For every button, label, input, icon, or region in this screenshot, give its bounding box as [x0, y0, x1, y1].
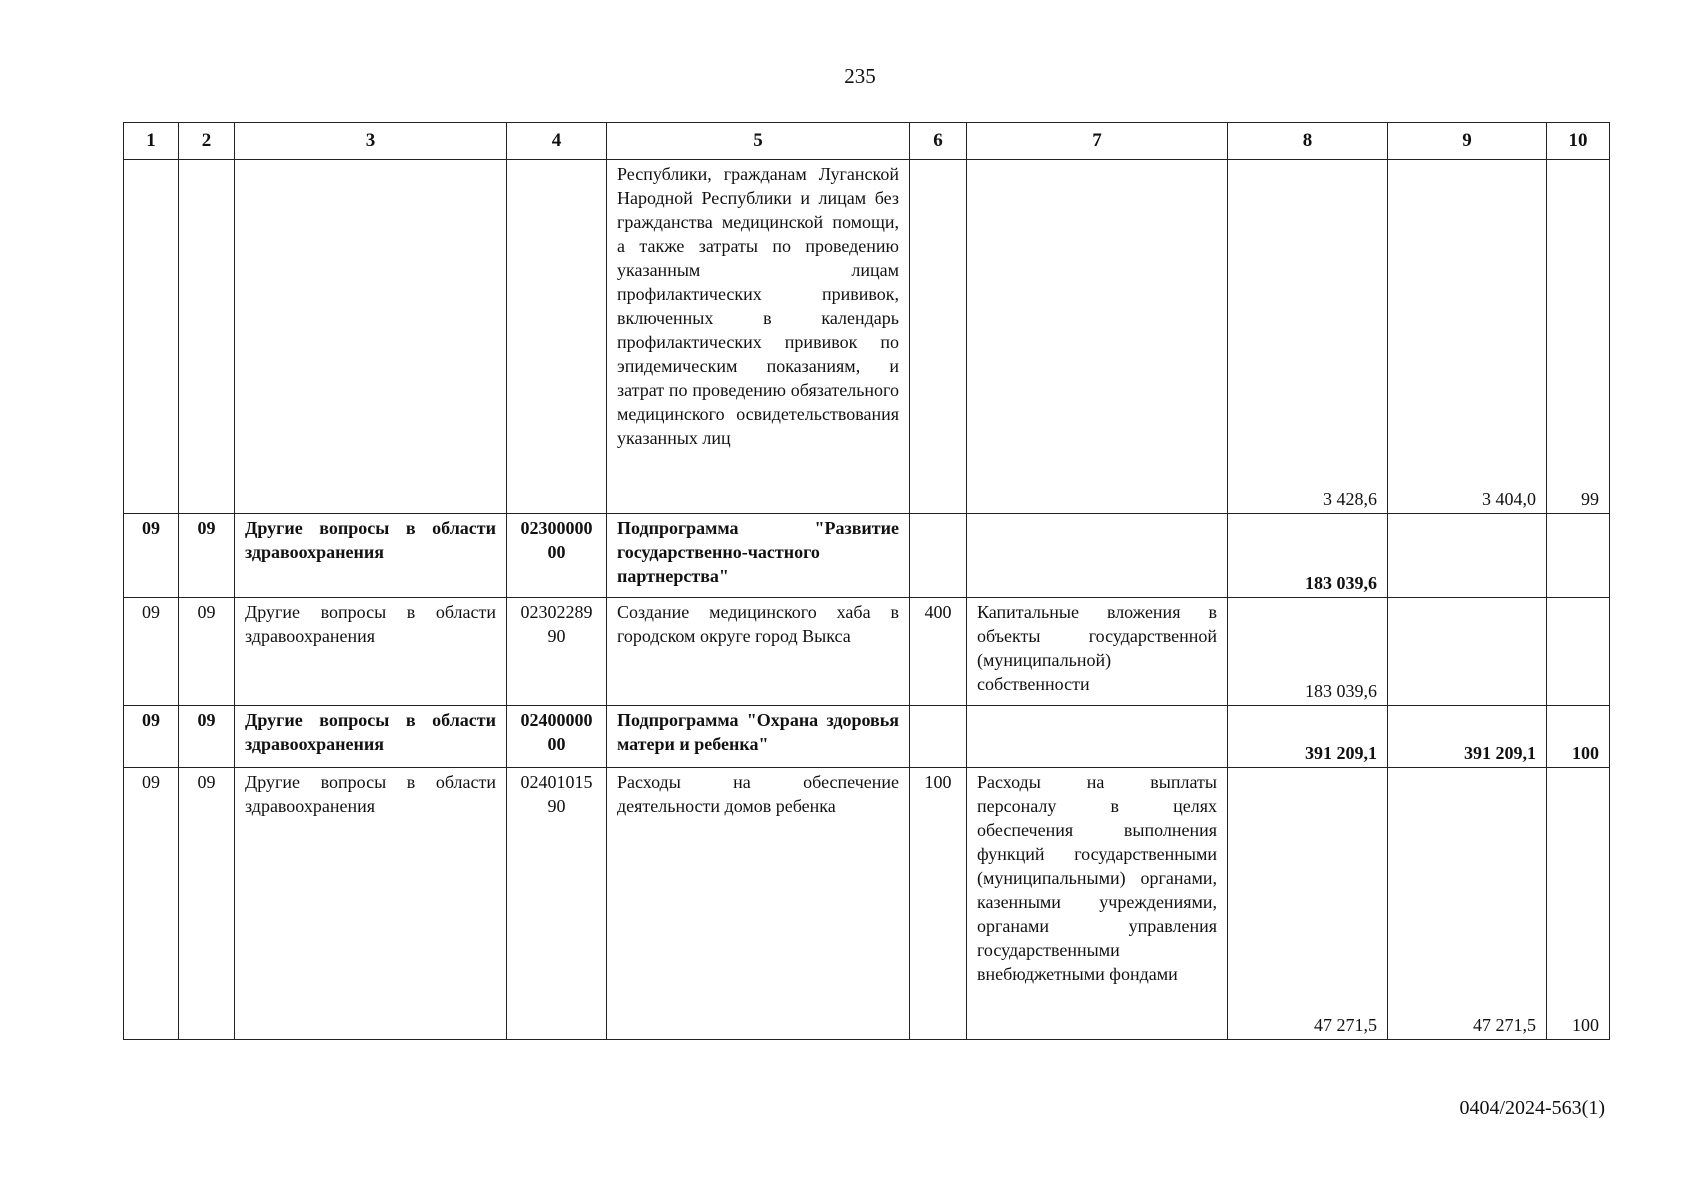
cell-expense-type: 100 [910, 768, 967, 1040]
cell-expense-type [910, 706, 967, 768]
cell-subsection [179, 160, 235, 514]
cell-target-code: 0240101590 [507, 768, 607, 1040]
column-header: 6 [910, 123, 967, 160]
cell-expense-name [967, 160, 1228, 514]
table-header-row [124, 123, 1610, 160]
cell-target-code: 0230228990 [507, 598, 607, 706]
column-header: 1 [124, 123, 179, 160]
column-header: 9 [1388, 123, 1547, 160]
cell-executed [1388, 598, 1547, 706]
cell-executed: 3 404,0 [1388, 160, 1547, 514]
cell-description: Республики, гражданам Луганской Народной Республики и лицам без гражданства медицинской помощи, а также затраты по проведению указанным лицам профилактических прививок, включенных в календарь профилактических прививок по эпидемическим показаниям, и затрат по проведению обязательного медицинского освидетельствования указанных лиц [607, 160, 910, 514]
cell-subsection: 09 [179, 514, 235, 598]
cell-expense-type [910, 160, 967, 514]
cell-expense-name [967, 706, 1228, 768]
cell-executed: 391 209,1 [1388, 706, 1547, 768]
table-row [124, 706, 1610, 768]
cell-target-code [507, 160, 607, 514]
cell-section: 09 [124, 706, 179, 768]
cell-section [124, 160, 179, 514]
table-row [124, 514, 1610, 598]
cell-section: 09 [124, 768, 179, 1040]
column-header: 8 [1228, 123, 1388, 160]
cell-description: Расходы на обеспечение деятельности домов ребенка [607, 768, 910, 1040]
column-header: 10 [1547, 123, 1610, 160]
cell-planned: 391 209,1 [1228, 706, 1388, 768]
cell-percent: 100 [1547, 768, 1610, 1040]
cell-subsection: 09 [179, 768, 235, 1040]
cell-section-name [235, 160, 507, 514]
cell-section-name: Другие вопросы в области здравоохранения [235, 768, 507, 1040]
table-row [124, 768, 1610, 1040]
cell-section-name: Другие вопросы в области здравоохранения [235, 514, 507, 598]
cell-description: Подпрограмма "Развитие государственно-частного партнерства" [607, 514, 910, 598]
cell-expense-type: 400 [910, 598, 967, 706]
column-header: 4 [507, 123, 607, 160]
cell-expense-name: Расходы на выплаты персоналу в целях обеспечения выполнения функций государственными (муниципальными) органами, казенными учреждениями, органами управления государственными внебюджетными фондами [967, 768, 1228, 1040]
cell-target-code: 0240000000 [507, 706, 607, 768]
document-reference: 0404/2024-563(1) [1459, 1097, 1605, 1119]
cell-percent [1547, 514, 1610, 598]
cell-section-name: Другие вопросы в области здравоохранения [235, 598, 507, 706]
cell-expense-name: Капитальные вложения в объекты государственной (муниципальной) собственности [967, 598, 1228, 706]
column-header: 3 [235, 123, 507, 160]
cell-planned: 183 039,6 [1228, 514, 1388, 598]
budget-table [123, 122, 1610, 1040]
page-number: 235 [844, 64, 876, 88]
cell-planned: 47 271,5 [1228, 768, 1388, 1040]
cell-planned: 3 428,6 [1228, 160, 1388, 514]
cell-percent: 99 [1547, 160, 1610, 514]
cell-section-name: Другие вопросы в области здравоохранения [235, 706, 507, 768]
cell-executed: 47 271,5 [1388, 768, 1547, 1040]
cell-executed [1388, 514, 1547, 598]
cell-subsection: 09 [179, 598, 235, 706]
cell-section: 09 [124, 514, 179, 598]
cell-planned: 183 039,6 [1228, 598, 1388, 706]
cell-expense-name [967, 514, 1228, 598]
cell-description: Подпрограмма "Охрана здоровья матери и ребенка" [607, 706, 910, 768]
column-header: 5 [607, 123, 910, 160]
column-header: 2 [179, 123, 235, 160]
cell-percent [1547, 598, 1610, 706]
table-row [124, 598, 1610, 706]
cell-expense-type [910, 514, 967, 598]
cell-percent: 100 [1547, 706, 1610, 768]
table-row [124, 160, 1610, 514]
cell-section: 09 [124, 598, 179, 706]
column-header: 7 [967, 123, 1228, 160]
cell-subsection: 09 [179, 706, 235, 768]
cell-target-code: 0230000000 [507, 514, 607, 598]
cell-description: Создание медицинского хаба в городском округе город Выкса [607, 598, 910, 706]
